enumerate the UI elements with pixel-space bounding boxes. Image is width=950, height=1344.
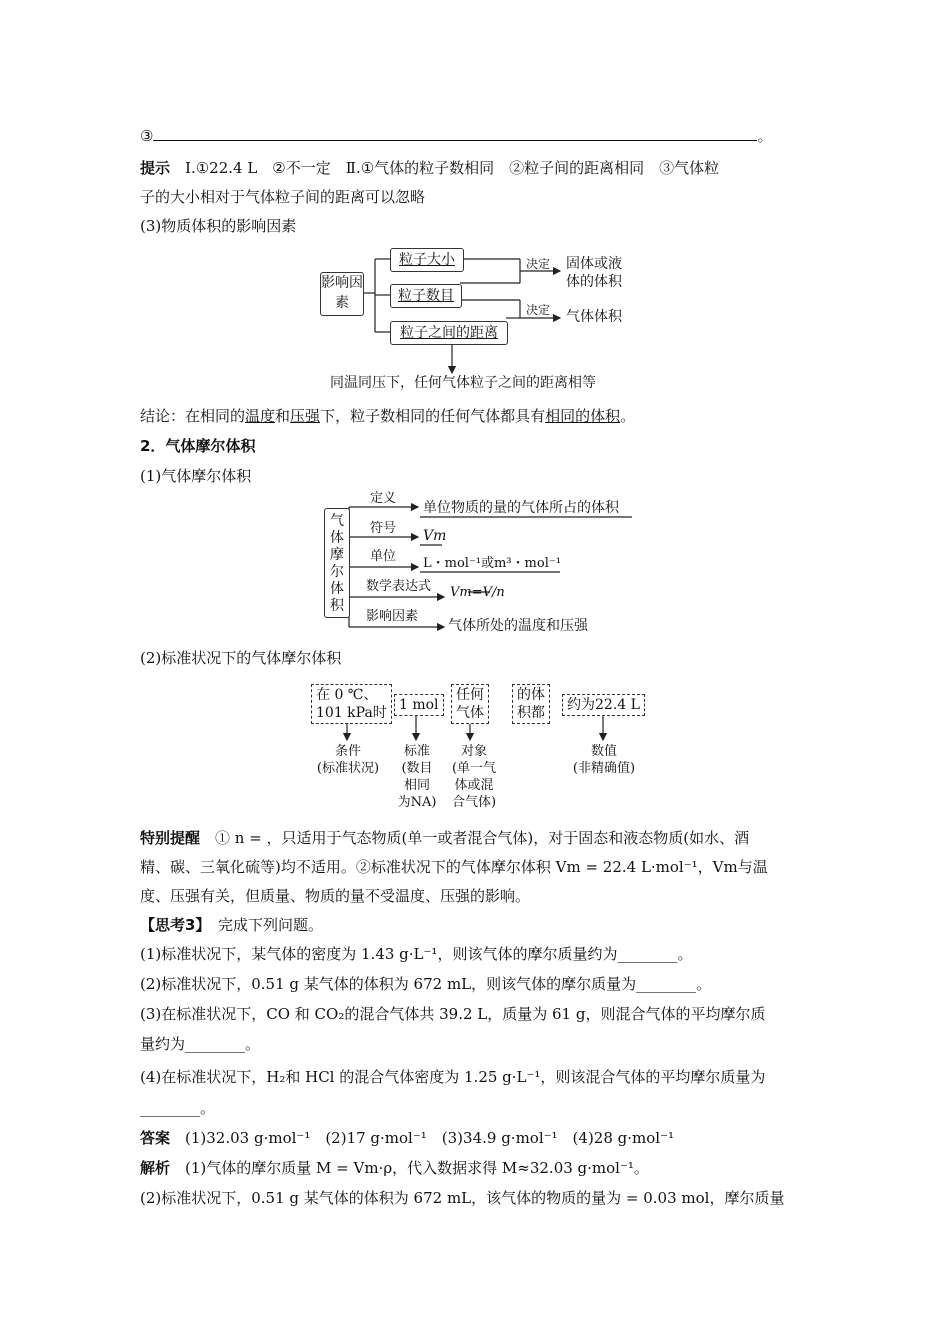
hint-line-2: 子的大小相对于气体粒子间的距离可以忽略 (140, 188, 426, 206)
question-3-line-1: (3)在标准状况下，CO 和 CO₂的混合气体共 39.2 L，质量为 61 g，则混合气体的平均摩尔质 (140, 1005, 766, 1023)
section-2-2-heading: (2)标准状况下的气体摩尔体积 (140, 649, 342, 667)
analysis-line: 解析 (1)气体的摩尔质量 M = Vm·ρ，代入数据求得 M≈32.03 g·mol⁻¹。 (140, 1159, 649, 1177)
label-object: 对象 (单一气 体或混 合气体) (451, 744, 497, 810)
question-4-line-2: ________。 (140, 1099, 216, 1117)
factor-particle-distance: 粒子之间的距离 (390, 321, 508, 345)
key-symbol: 符号 (370, 521, 397, 536)
remind-line-2: 精、碳、三氧化硫等)均不适用。②标准状况下的气体摩尔体积 Vm = 22.4 L·mol⁻¹，Vm与温 (140, 858, 768, 876)
section-2-heading: 2．气体摩尔体积 (140, 437, 256, 455)
conclusion: 结论：在相同的温度和压强下，粒子数相同的任何气体都具有相同的体积。 (140, 407, 636, 425)
value-symbol: Vm (423, 528, 447, 544)
remind-line-1: 特别提醒 ① n = ，只适用于气态物质(单一或者混合气体)，对于固态和液态物质(如水、酒 (140, 829, 750, 847)
question-1: (1)标准状况下，某气体的密度为 1.43 g·L⁻¹，则该气体的摩尔质量约为________。 (140, 945, 693, 963)
value-formula: Vm=V/n (450, 585, 505, 600)
diagram1-bottom-note: 同温同压下，任何气体粒子之间的距离相等 (330, 375, 596, 391)
factors-box: 影响因素 (320, 272, 364, 316)
result-solid-liquid-2: 体的体积 (566, 274, 622, 290)
result-gas-volume: 气体体积 (566, 309, 622, 325)
key-formula: 数学表达式 (366, 579, 432, 594)
section-3-heading: (3)物质体积的影响因素 (140, 217, 297, 235)
blank-line: ③ 。 (140, 127, 773, 145)
key-factors: 影响因素 (366, 609, 419, 624)
key-definition: 定义 (370, 491, 397, 506)
box-any-gas: 任何 气体 (451, 684, 489, 724)
factor-particle-size: 粒子大小 (390, 248, 464, 272)
value-definition: 单位物质的量的气体所占的体积 (423, 500, 619, 516)
question-3-line-2: 量约为________。 (140, 1035, 261, 1053)
box-condition: 在 0 ℃、 101 kPa时 (311, 684, 392, 724)
result-solid-liquid-1: 固体或液 (566, 256, 622, 272)
remind-line-3: 度、压强有关，但质量、物质的量不受温度、压强的影响。 (140, 887, 531, 905)
factor-particle-number: 粒子数目 (390, 284, 462, 308)
label-standard: 标准 (数目 相同 为NA) (397, 744, 437, 810)
molar-volume-root: 气 体 摩 尔 体 积 (324, 508, 350, 618)
answer-line: 答案 (1)32.03 g·mol⁻¹ (2)17 g·mol⁻¹ (3)34.9 g·mol⁻¹ (4)28 g·mol⁻¹ (140, 1129, 675, 1147)
decide-label-2: 决定 (526, 303, 551, 317)
box-value: 约为22.4 L (562, 694, 645, 716)
section-2-1-heading: (1)气体摩尔体积 (140, 467, 252, 485)
analysis-line-2: (2)标准状况下，0.51 g 某气体的体积为 672 mL，该气体的物质的量为 = 0.03 mol，摩尔质量 (140, 1189, 785, 1207)
value-factors: 气体所处的温度和压强 (448, 618, 588, 634)
key-unit: 单位 (370, 549, 397, 564)
box-volume: 的体 积都 (512, 684, 550, 724)
box-amount: 1 mol (394, 694, 444, 716)
question-4-line-1: (4)在标准状况下，H₂和 HCl 的混合气体密度为 1.25 g·L⁻¹，则该混合气体的平均摩尔质量为 (140, 1068, 766, 1086)
think-heading: 【思考3】 完成下列问题。 (140, 916, 323, 934)
question-2: (2)标准状况下，0.51 g 某气体的体积为 672 mL，则该气体的摩尔质量为________。 (140, 975, 712, 993)
label-condition: 条件 (标准状况) (316, 744, 380, 776)
decide-label-1: 决定 (526, 257, 551, 271)
value-unit: L・mol⁻¹或m³・mol⁻¹ (423, 556, 561, 571)
label-value: 数值 (非精确值) (572, 744, 636, 776)
hint-line-1: 提示 Ⅰ.①22.4 L ②不一定 Ⅱ.①气体的粒子数相同 ②粒子间的距离相同 ③气体粒 (140, 159, 720, 177)
